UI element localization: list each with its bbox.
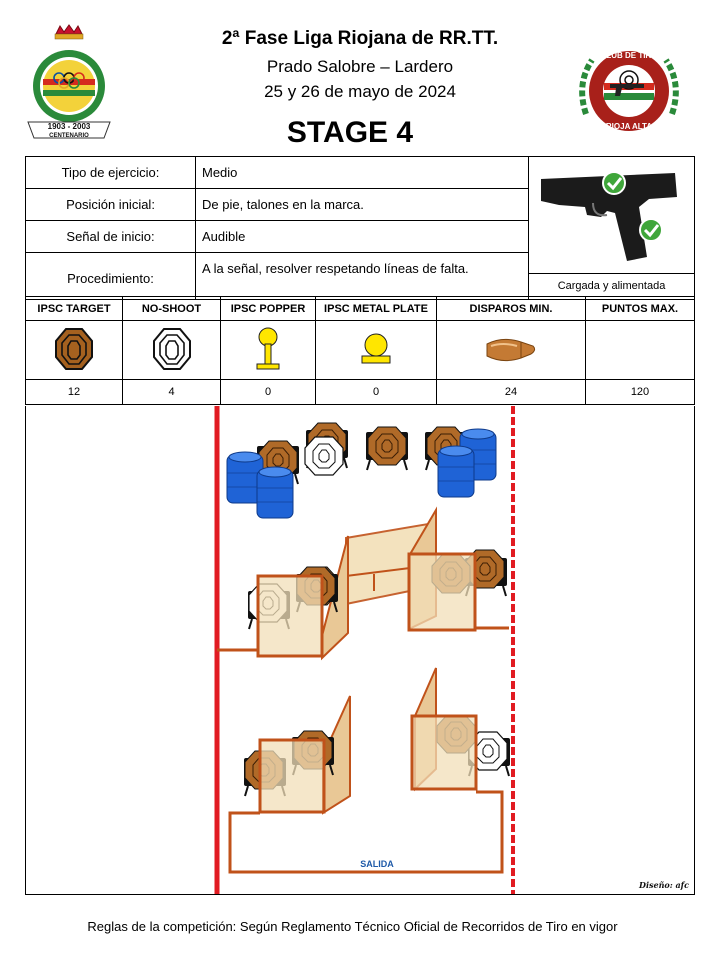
- scoring-table: [25, 296, 695, 405]
- course-layout: [26, 406, 694, 894]
- popper-icon: [253, 326, 283, 372]
- check-icon: [640, 219, 662, 241]
- info-value: Audible: [196, 221, 529, 253]
- value-max-points: 120: [586, 380, 695, 405]
- pistol-icon: [529, 157, 695, 269]
- ipsc-target-icon: [54, 327, 94, 371]
- club-ring-top: CLUB DE TIRO: [600, 51, 658, 60]
- barricade-box: [409, 554, 475, 630]
- footer-rules: Reglas de la competición: Según Reglamento Técnico Oficial de Recorridos de Tiro en vigor: [87, 919, 618, 934]
- barricade-box: [260, 740, 324, 812]
- pistol-caption: Cargada y alimentada: [529, 273, 694, 299]
- barricade-box: [412, 716, 476, 789]
- header-min-shots: DISPAROS MIN.: [437, 297, 586, 321]
- header-max-points: PUNTOS MAX.: [586, 297, 695, 321]
- info-value: De pie, talones en la marca.: [196, 189, 529, 221]
- start-label: SALIDA: [360, 859, 394, 869]
- value-min-shots: 24: [437, 380, 586, 405]
- value-ipsc-popper: 0: [221, 380, 316, 405]
- no-shoot-target: [305, 437, 343, 475]
- barricade-box: [258, 576, 322, 656]
- info-row: [26, 157, 695, 189]
- info-label: Procedimiento:: [26, 253, 196, 300]
- ipsc-target: [368, 427, 406, 465]
- value-ipsc-target: 12: [26, 380, 123, 405]
- no-shoot-target-icon: [152, 327, 192, 371]
- info-value: Medio: [196, 157, 529, 189]
- check-icon: [603, 172, 625, 194]
- header-metal-plate: IPSC METAL PLATE: [316, 297, 437, 321]
- logo-caption: CENTENARIO: [49, 133, 89, 139]
- info-label: Señal de inicio:: [26, 221, 196, 253]
- logo-years: 1903 - 2003: [47, 122, 91, 131]
- stage-title: STAGE 4: [286, 116, 414, 149]
- event-title: 2ª Fase Liga Riojana de RR.TT.: [221, 28, 499, 49]
- pistol-cell: [529, 157, 695, 300]
- header-no-shoot: NO-SHOOT: [123, 297, 221, 321]
- designer-signature: Diseño: afc: [639, 880, 689, 890]
- stage-info-table: [25, 156, 695, 300]
- barrel: [257, 467, 293, 518]
- info-value: A la señal, resolver respetando líneas de falta.: [196, 253, 529, 300]
- event-location: Prado Salobre – Lardero: [266, 57, 454, 76]
- stage-diagram: [25, 406, 695, 895]
- event-dates: 25 y 26 de mayo de 2024: [264, 82, 456, 101]
- metal-plate-icon: [359, 332, 393, 366]
- value-metal-plate: 0: [316, 380, 437, 405]
- info-label: Posición inicial:: [26, 189, 196, 221]
- club-ring-bottom: RIOJA ALTA: [605, 122, 653, 131]
- header-ipsc-popper: IPSC POPPER: [221, 297, 316, 321]
- header-ipsc-target: IPSC TARGET: [26, 297, 123, 321]
- info-label: Tipo de ejercicio:: [26, 157, 196, 189]
- value-no-shoot: 4: [123, 380, 221, 405]
- barrel: [438, 446, 474, 497]
- bullet-icon: [483, 334, 539, 364]
